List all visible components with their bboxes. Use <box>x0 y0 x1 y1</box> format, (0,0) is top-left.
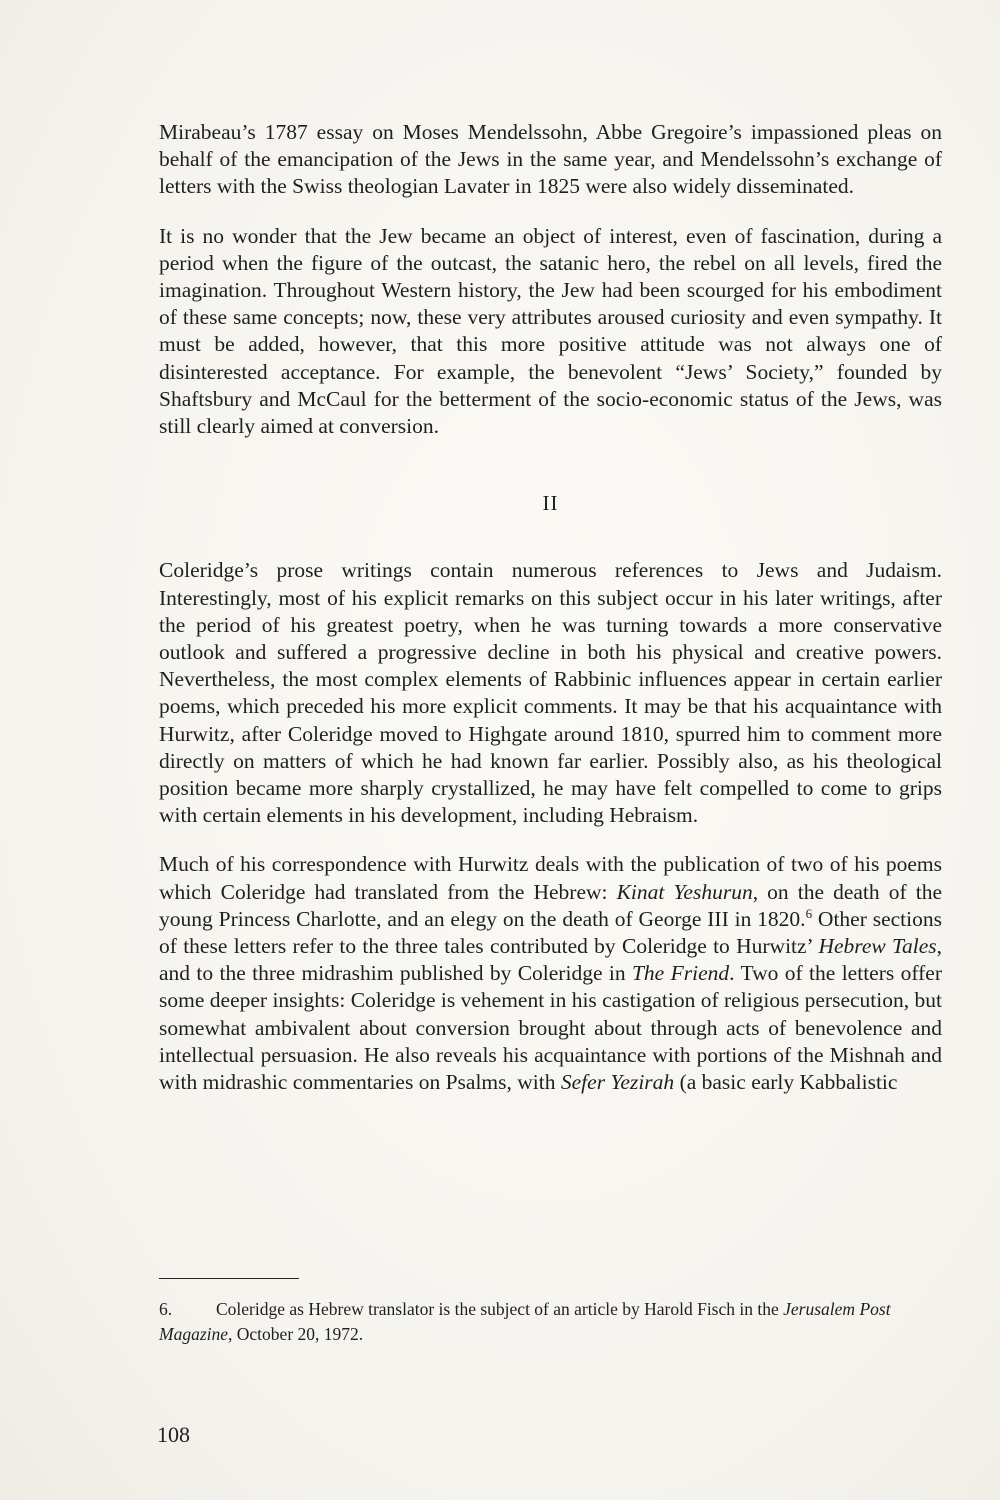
footnote-number: 6. <box>159 1299 173 1319</box>
paragraph-mirabeau: Mirabeau’s 1787 essay on Moses Mendelssohn, Abbe Gregoire’s impassioned pleas on behalf of the emancipation of the Jews in the same year, and Mendelssohn’s exchange of letters with the Swiss theologian Lavater in 1825 were also widely disseminated. <box>159 120 942 199</box>
text-run: , and to the three midrashim published by Coleridge in <box>159 934 943 986</box>
paragraph-coleridge-prose: Coleridge’s prose writings contain numerous references to Jews and Judaism. Interestingly, most of his explicit remarks on this subject occur in his later writings, after the period of his greatest poetry, when he was turning towards a more conservative outlook and suffered a progressive decline in both his physical and creative powers. Nevertheless, the most complex elements of Rabbinic influences appear in certain earlier poems, which preceded his more explicit comments. It may be that his acquaintance with Hurwitz, after Coleridge moved to Highgate around 1810, spurred him to comment more directly on matters of which he had known far earlier. Possibly also, as his theological position became more sharply crystallized, he may have felt compelled to come to grips with certain elements in his development, including Hebraism. <box>159 558 942 828</box>
text-run: Other sections of these letters refer to the three tales contributed by Coleridge to Hurwitz’ <box>159 906 942 959</box>
paragraph-jew-interest: It is no wonder that the Jew became an object of interest, even of fascination, during a period when the figure of the outcast, the satanic hero, the rebel on all levels, fired the imagination. Throughout Western history, the Jew had been scourged for his embodiment of these same concepts; now, these very attributes aroused curiosity and even sympathy. It must be added, however, that this more positive attitude was not always one of disinterested acceptance. For example, the benevolent “Jews’ Society,” founded by Shaftsbury and McCaul for the betterment of the socio-economic status of the Jews, was still clearly aimed at conversion. <box>159 223 942 439</box>
footnote-publication: Jerusalem Post Magazine <box>159 1299 891 1344</box>
title-hebrew-tales: Hebrew Tales <box>818 934 937 959</box>
body-text <box>159 119 942 1096</box>
title-kinat-yeshurun: Kinat Yeshurun <box>616 879 753 904</box>
footnote-text: Coleridge as Hebrew translator is the subject of an article by Harold Fisch in the <box>216 1299 784 1319</box>
footnote-ref: 6 <box>805 905 813 921</box>
footnote-text-end: , October 20, 1972. <box>228 1324 364 1344</box>
text-run: . Two of the letters offer some deeper insights: Coleridge is vehement in his castigation of religious persecution, but somewhat ambivalent about conversion brought about through acts of benevolence and intellectual persuasion. He also reveals his acquaintance with portions of the Mishnah and with midrashic commentaries on Psalms, with <box>159 961 942 1095</box>
paragraph-hurwitz-correspondence <box>159 851 942 1096</box>
text-run: (a basic early Kabbalistic <box>674 1070 898 1095</box>
page-number: 108 <box>157 1422 190 1447</box>
section-heading: II <box>542 491 559 516</box>
text-run: Much of his correspondence with Hurwitz deals with the publication of two of his poems which Coleridge had translated from the Hebrew: <box>159 852 942 904</box>
title-the-friend: The Friend <box>631 961 730 986</box>
title-sefer-yezirah: Sefer Yezirah <box>560 1070 675 1095</box>
footnote <box>159 1297 949 1347</box>
text-run: , on the death of the young Princess Charlotte, and an elegy on the death of George III in 1820. <box>159 879 942 931</box>
footnote-rule <box>159 1278 299 1279</box>
